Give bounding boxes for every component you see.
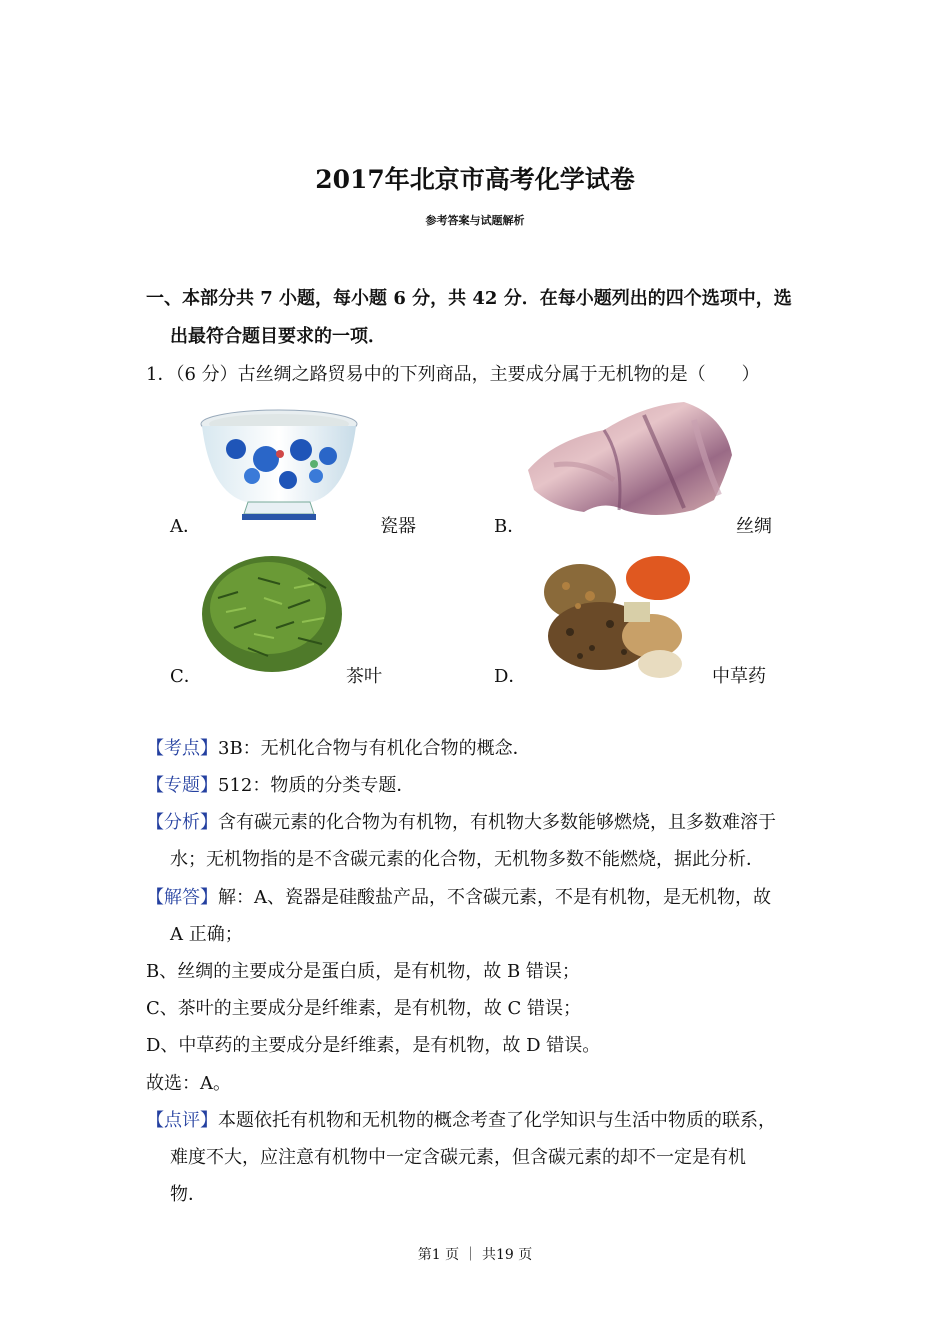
section-heading-line2: 出最符合题目要求的一项． <box>170 326 386 347</box>
zhuanti-tag: 【专题】 <box>146 775 218 796</box>
jieda-line2: A 正确； <box>170 924 243 945</box>
fenxi-tag: 【分析】 <box>146 812 218 833</box>
answer-choice: 故选：A。 <box>146 1073 231 1094</box>
silk-scarf-icon <box>524 400 736 524</box>
fenxi-line2: 水；无机物指的是不含碳元素的化合物，无机物多数不能燃烧，据此分析． <box>170 849 764 870</box>
option-d-letter: D． <box>494 666 527 687</box>
jieda-text1: 解：A、瓷器是硅酸盐产品，不含碳元素，不是有机物，是无机物，故 <box>218 887 771 908</box>
kaodian-line <box>146 734 531 760</box>
herbal-medicine-icon <box>540 552 692 682</box>
question-stem: 1．（6 分）古丝绸之路贸易中的下列商品，主要成分属于无机物的是（ ） <box>146 364 760 385</box>
dianping-tag: 【点评】 <box>146 1110 218 1131</box>
fenxi-line1 <box>146 808 776 834</box>
option-a-letter: A． <box>170 516 201 537</box>
page-footer: 第1 页 ｜ 共19 页 <box>417 1247 533 1263</box>
porcelain-bowl-icon <box>196 404 362 526</box>
jieda-line1 <box>146 883 771 909</box>
option-c-text: 茶叶 <box>346 666 382 687</box>
option-b-text: 丝绸 <box>736 516 772 537</box>
zhuanti-text: 512：物质的分类专题． <box>218 775 415 796</box>
jieda-tag: 【解答】 <box>146 887 218 908</box>
option-d-text: 中草药 <box>712 666 766 687</box>
section-heading-line1: 一、本部分共 7 小题，每小题 6 分，共 42 分．在每小题列出的四个选项中，选 <box>146 288 792 309</box>
zhuanti-line <box>146 771 414 797</box>
option-c-letter: C． <box>170 666 202 687</box>
answer-line-c: C、茶叶的主要成分是纤维素，是有机物，故 C 错误； <box>146 998 581 1019</box>
kaodian-tag: 【考点】 <box>146 738 218 759</box>
dianping-line1 <box>146 1106 776 1132</box>
dianping-line2: 难度不大，应注意有机物中一定含碳元素，但含碳元素的却不一定是有机 <box>170 1147 746 1168</box>
option-b-letter: B． <box>494 516 526 537</box>
page-subtitle: 参考答案与试题解析 <box>425 214 525 227</box>
page-title: 2017年北京市高考化学试卷 <box>315 165 635 194</box>
tea-leaves-icon <box>198 548 346 678</box>
fenxi-text1: 含有碳元素的化合物为有机物，有机物大多数能够燃烧，且多数难溶于 <box>218 812 776 833</box>
option-a-text: 瓷器 <box>380 516 416 537</box>
answer-line-d: D、中草药的主要成分是纤维素，是有机物，故 D 错误。 <box>146 1035 601 1056</box>
kaodian-text: 3B：无机化合物与有机化合物的概念． <box>218 738 531 759</box>
dianping-text1: 本题依托有机物和无机物的概念考查了化学知识与生活中物质的联系， <box>218 1110 776 1131</box>
dianping-line3: 物． <box>170 1184 206 1205</box>
answer-line-b: B、丝绸的主要成分是蛋白质，是有机物，故 B 错误； <box>146 961 580 982</box>
